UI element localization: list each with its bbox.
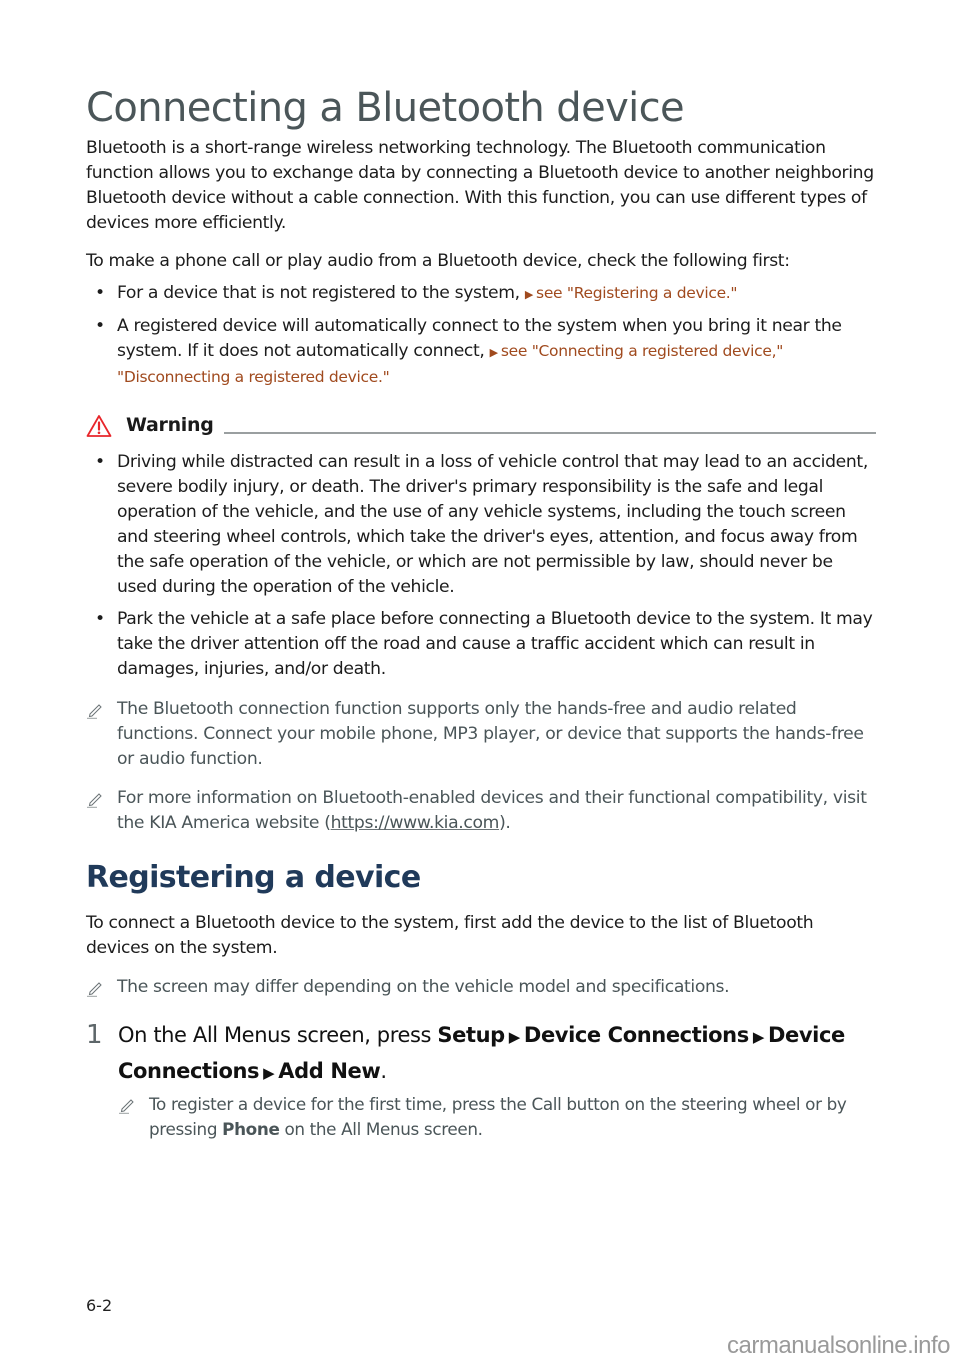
check-item-text: For a device that is not registered to the system, xyxy=(117,283,520,303)
bullet-icon: • xyxy=(95,609,105,629)
menu-path-setup[interactable]: Setup xyxy=(437,1023,505,1047)
watermark: carmanualsonline.info xyxy=(727,1332,950,1359)
note-text: ). xyxy=(499,813,511,833)
pencil-note-icon xyxy=(86,790,104,808)
note xyxy=(86,975,876,1000)
note xyxy=(86,786,876,836)
check-intro: To make a phone call or play audio from a Bluetooth device, check the following first: xyxy=(86,251,790,271)
section-intro: To connect a Bluetooth device to the system, first add the device to the list of Bluetooth devices on the system. xyxy=(86,913,814,958)
kia-website-link[interactable]: https://www.kia.com xyxy=(330,813,500,833)
cross-reference-link[interactable] xyxy=(525,284,737,302)
check-item xyxy=(86,314,876,390)
step-1 xyxy=(86,1018,876,1090)
step-note xyxy=(118,1092,878,1142)
check-list xyxy=(86,281,876,397)
pencil-note-icon xyxy=(118,1096,136,1114)
bullet-icon: • xyxy=(95,316,105,336)
warning-item-text: Driving while distracted can result in a loss of vehicle control that may lead to an accident, severe bodily injury, or death. The driver's primary responsibility is the safe and legal operation of the vehicle, and the use of any vehicle systems, including the touch screen and steering wheel controls, which take the driver's eyes, attention, and focus away from the safe operation of the vehicle, or which are not permissible by law, should never be used during the operation of the vehicle. xyxy=(117,452,868,597)
warning-header xyxy=(86,414,876,444)
warning-item-text: Park the vehicle at a safe place before connecting a Bluetooth device to the system. It may take the driver attention off the road and cause a traffic accident which can result in damages, injuries, and/or death. xyxy=(117,609,873,679)
warning-triangle-icon xyxy=(86,414,112,438)
pencil-note-icon xyxy=(86,701,104,719)
menu-path-device-connections-sub[interactable]: Device Connections xyxy=(118,1023,845,1083)
note-text: on the All Menus screen. xyxy=(284,1119,483,1139)
arrow-right-icon: ▶ xyxy=(524,288,534,301)
menu-path-device-connections[interactable]: Device Connections xyxy=(523,1023,749,1047)
bullet-icon: • xyxy=(95,452,105,472)
check-item-text: A registered device will automatically connect to the system when you bring it near the system. If it does not automatically connect, xyxy=(117,316,842,361)
cross-reference-text: see "Registering a device." xyxy=(536,284,738,302)
warning-divider xyxy=(224,432,876,434)
arrow-right-icon: ▶ xyxy=(263,1064,275,1082)
arrow-right-icon: ▶ xyxy=(752,1028,764,1046)
check-item xyxy=(86,281,876,307)
menu-path-add-new[interactable]: Add New xyxy=(278,1059,381,1083)
warning-item xyxy=(86,607,876,682)
step-number: 1 xyxy=(86,1020,103,1050)
arrow-right-icon: ▶ xyxy=(508,1028,520,1046)
intro-paragraph: Bluetooth is a short-range wireless networking technology. The Bluetooth communication function allows you to exchange data by connecting a Bluetooth device to another neighboring Bluetooth device without a cable connection. With this function, you can use different types of devices more efficiently. xyxy=(86,138,874,233)
warning-list xyxy=(86,450,876,689)
warning-label: Warning xyxy=(126,414,214,436)
note-text: The screen may differ depending on the vehicle model and specifications. xyxy=(117,977,730,997)
step-text xyxy=(86,1018,876,1090)
phone-menu-label: Phone xyxy=(222,1119,280,1139)
note-text: To register a device for the first time, press the Call button on the steering wheel or by pressing xyxy=(149,1094,847,1139)
page-title: Connecting a Bluetooth device xyxy=(86,84,685,131)
arrow-right-icon: ▶ xyxy=(489,346,498,359)
pencil-note-icon xyxy=(86,979,104,997)
warning-item xyxy=(86,450,876,600)
page-number: 6-2 xyxy=(86,1296,113,1315)
bullet-icon: • xyxy=(95,283,105,303)
note-text: For more information on Bluetooth-enabled devices and their functional compatibility, visit the KIA America website ( xyxy=(117,788,867,833)
section-heading: Registering a device xyxy=(86,860,421,895)
note-text: The Bluetooth connection function supports only the hands-free and audio related functions. Connect your mobile phone, MP3 player, or device that supports the hands-free or audio function. xyxy=(117,699,864,769)
step-instruction: On the All Menus screen, press xyxy=(118,1023,432,1047)
note xyxy=(86,697,876,772)
step-period: . xyxy=(380,1059,387,1083)
cross-reference-text: see "Connecting a registered device," "Disconnecting a registered device." xyxy=(117,342,784,386)
